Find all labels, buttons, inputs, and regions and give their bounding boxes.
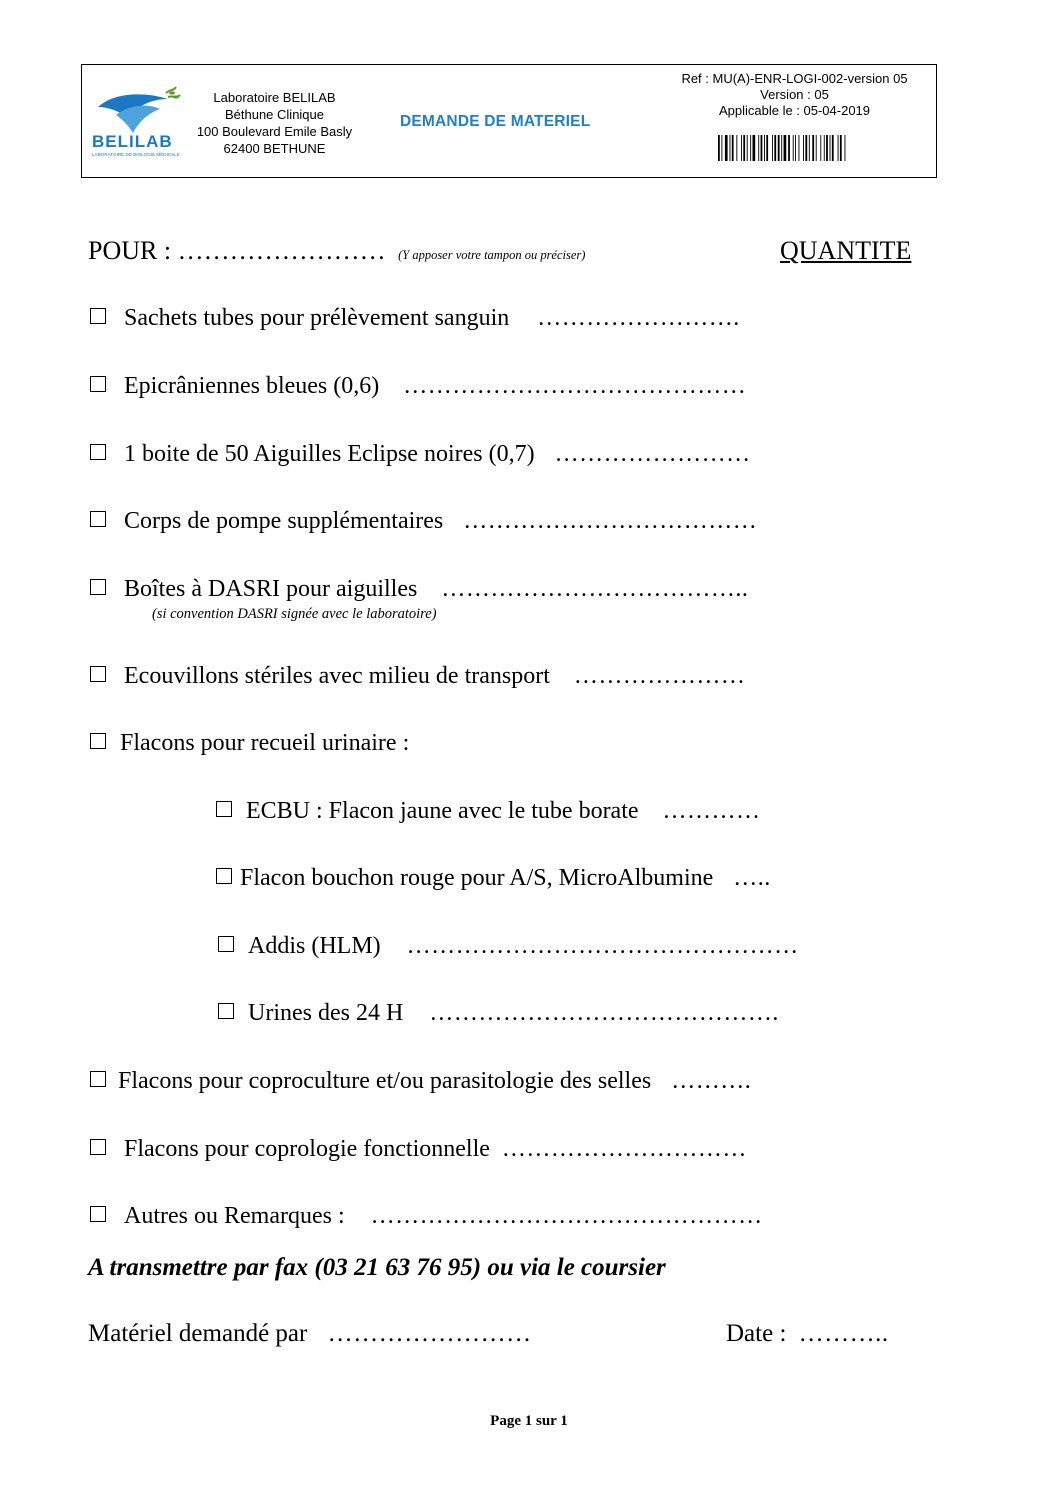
pour-note: (Y apposer votre tampon ou préciser) bbox=[398, 248, 586, 262]
requested-by-input[interactable]: …………………… bbox=[327, 1320, 532, 1347]
logo-text: BELILAB bbox=[92, 132, 173, 151]
item-label: Corps de pompe supplémentaires bbox=[124, 508, 444, 534]
item-label: ECBU : Flacon jaune avec le tube borate bbox=[246, 798, 639, 824]
quantity-field[interactable]: ……………………………………. bbox=[429, 1000, 779, 1026]
item-aiguilles-eclipse[interactable] bbox=[90, 440, 751, 468]
quantity-field[interactable]: …………………… bbox=[554, 441, 751, 467]
checkbox[interactable] bbox=[90, 308, 106, 324]
checkbox[interactable] bbox=[90, 733, 106, 749]
logo-subtext: LABORATOIRE DE BIOLOGIE MÉDICALE bbox=[92, 152, 180, 157]
ref-version: Version : 05 bbox=[760, 87, 829, 102]
item-corps-pompe[interactable] bbox=[90, 507, 757, 535]
item-urines-24h[interactable] bbox=[218, 999, 779, 1027]
quantity-field[interactable]: ………………………… bbox=[501, 1136, 747, 1162]
item-addis[interactable] bbox=[218, 932, 799, 960]
date-input[interactable]: ……….. bbox=[798, 1320, 889, 1347]
item-flacons-urinaire[interactable] bbox=[90, 729, 409, 757]
checkbox[interactable] bbox=[90, 666, 106, 682]
quantity-field[interactable]: ……………………………… bbox=[463, 508, 758, 534]
quantity-field[interactable]: ….. bbox=[733, 865, 771, 891]
lab-site: Béthune Clinique bbox=[224, 107, 325, 122]
checkbox[interactable] bbox=[90, 1139, 106, 1155]
item-label: Autres ou Remarques : bbox=[124, 1203, 345, 1229]
checkbox[interactable] bbox=[90, 511, 106, 527]
checkbox[interactable] bbox=[218, 1003, 234, 1019]
document-title: DEMANDE DE MATERIEL bbox=[400, 113, 591, 130]
checkbox[interactable] bbox=[90, 444, 106, 460]
item-label: Epicrâniennes bleues (0,6) bbox=[124, 373, 380, 399]
quantity-field[interactable]: ………………… bbox=[573, 663, 746, 689]
item-label: Flacons pour coproculture et/ou parasitologie des selles bbox=[118, 1068, 652, 1094]
page-number: Page 1 sur 1 bbox=[490, 1413, 568, 1429]
belilab-logo bbox=[88, 85, 188, 159]
document-reference bbox=[657, 71, 932, 119]
quantity-field[interactable]: ………. bbox=[671, 1068, 752, 1094]
quantity-field[interactable]: ……………………. bbox=[537, 305, 740, 331]
ref-code: Ref : MU(A)-ENR-LOGI-002-version 05 bbox=[681, 71, 908, 86]
item-label: Urines des 24 H bbox=[248, 1000, 404, 1026]
checkbox[interactable] bbox=[218, 936, 234, 952]
pour-field[interactable] bbox=[88, 236, 585, 266]
checkbox[interactable] bbox=[216, 868, 232, 884]
checkbox[interactable] bbox=[90, 1071, 106, 1087]
lab-street: 100 Boulevard Emile Basly bbox=[196, 124, 353, 139]
lab-name: Laboratoire BELILAB bbox=[213, 90, 336, 105]
item-coprologie[interactable] bbox=[90, 1135, 747, 1163]
quantity-field[interactable]: ………………………………………… bbox=[406, 933, 799, 959]
item-label: Ecouvillons stériles avec milieu de transport bbox=[124, 663, 550, 689]
lab-city: 62400 BETHUNE bbox=[223, 141, 326, 156]
item-ecbu[interactable] bbox=[216, 797, 761, 825]
item-epicraniennes[interactable] bbox=[90, 372, 746, 400]
item-label: Flacons pour coprologie fonctionnelle bbox=[124, 1136, 490, 1162]
lab-address bbox=[182, 89, 367, 157]
date-field[interactable] bbox=[726, 1320, 889, 1348]
requested-by-field[interactable] bbox=[88, 1320, 532, 1348]
item-label: Flacons pour recueil urinaire : bbox=[120, 730, 410, 756]
quantity-field[interactable]: ………… bbox=[662, 798, 761, 824]
barcode-icon bbox=[718, 135, 890, 161]
checkbox[interactable] bbox=[90, 1206, 106, 1222]
item-flacon-bouchon-rouge[interactable] bbox=[216, 864, 771, 892]
checkbox[interactable] bbox=[90, 376, 106, 392]
item-sachets-tubes[interactable] bbox=[90, 304, 740, 332]
quantity-field[interactable]: ……………………………….. bbox=[441, 576, 749, 602]
item-autres-remarques[interactable] bbox=[90, 1202, 763, 1230]
transmit-instruction: A transmettre par fax (03 21 63 76 95) ou via le coursier bbox=[88, 1254, 666, 1281]
item-label: 1 boite de 50 Aiguilles Eclipse noires (0,7) bbox=[124, 441, 535, 467]
date-label: Date : bbox=[726, 1320, 787, 1347]
pour-label: POUR : …………………… bbox=[88, 236, 386, 265]
requested-by-label: Matériel demandé par bbox=[88, 1320, 308, 1347]
quantity-field[interactable]: …………………………………… bbox=[403, 373, 747, 399]
ref-applicable: Applicable le : 05-04-2019 bbox=[718, 103, 871, 118]
header-box bbox=[81, 64, 937, 178]
item-coproculture[interactable] bbox=[90, 1067, 751, 1095]
item-label: Boîtes à DASRI pour aiguilles bbox=[124, 576, 418, 602]
quantity-header: QUANTITE bbox=[780, 236, 912, 265]
checkbox[interactable] bbox=[90, 579, 106, 595]
item-ecouvillons[interactable] bbox=[90, 662, 745, 690]
item-label: Addis (HLM) bbox=[248, 933, 381, 959]
checkbox[interactable] bbox=[216, 801, 232, 817]
dasri-note: (si convention DASRI signée avec le laboratoire) bbox=[152, 606, 437, 622]
item-label: Sachets tubes pour prélèvement sanguin bbox=[124, 305, 510, 331]
item-boites-dasri[interactable] bbox=[90, 575, 748, 603]
remarks-field[interactable]: ………………………………………… bbox=[370, 1203, 763, 1229]
item-label: Flacon bouchon rouge pour A/S, MicroAlbumine bbox=[240, 865, 714, 891]
